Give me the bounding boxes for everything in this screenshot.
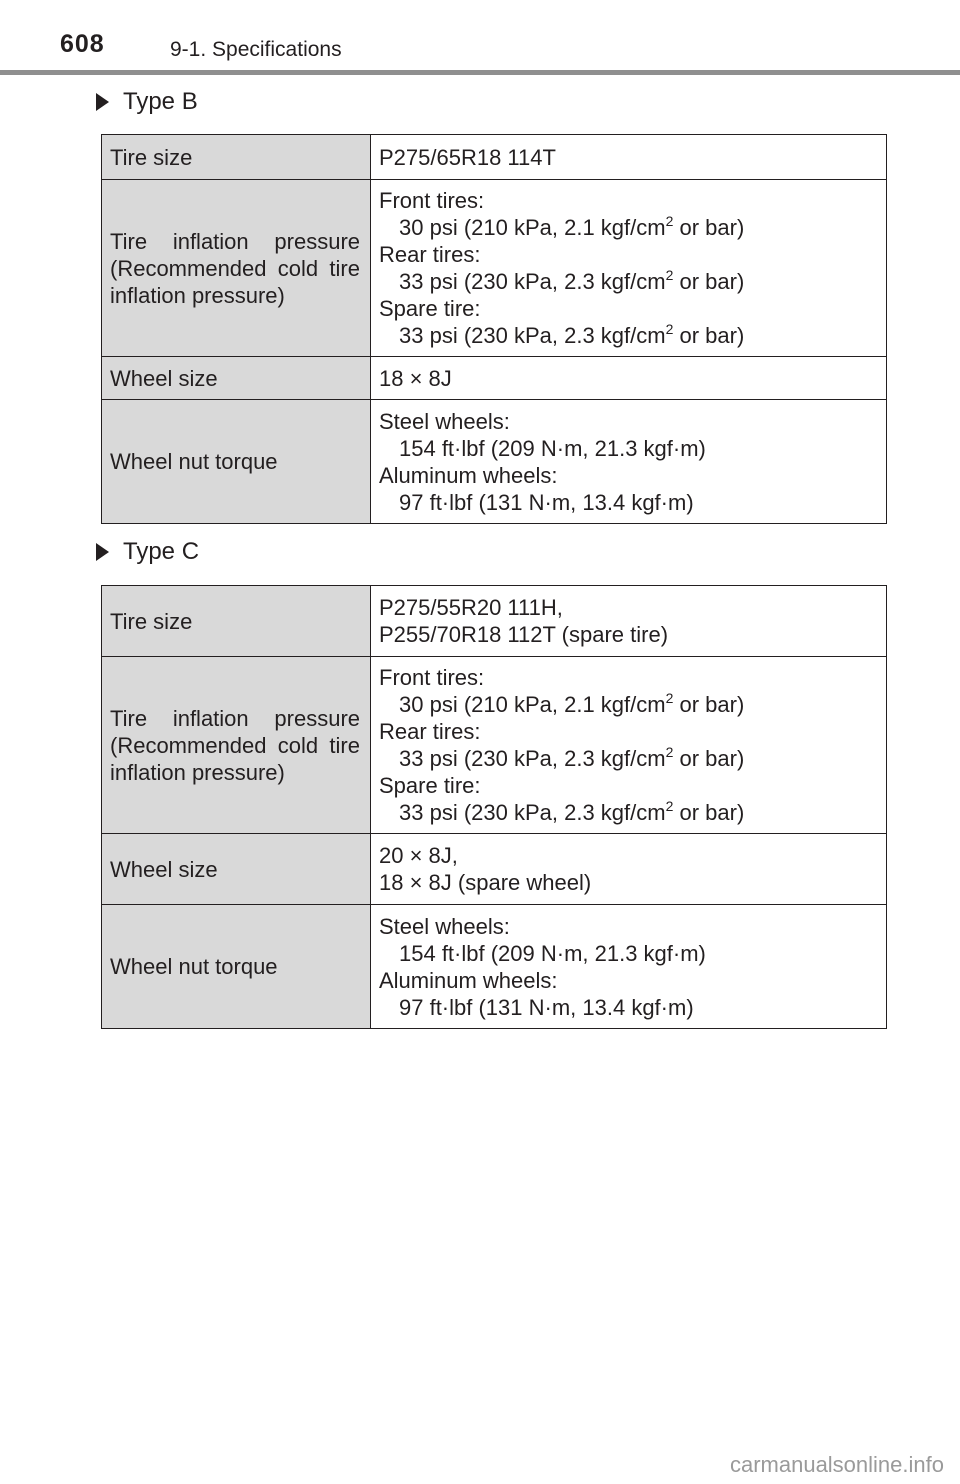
type-c-heading-text: Type C xyxy=(123,538,200,565)
section-title: 9-1. Specifications xyxy=(170,38,342,61)
triangle-arrow-icon xyxy=(96,543,109,561)
page-header xyxy=(0,0,960,78)
front-tires-pressure: 30 psi (210 kPa, 2.1 kgf/$cm^2$ or bar) xyxy=(399,689,745,717)
type-c-spec-table xyxy=(101,585,887,1029)
steel-wheels-label: Steel wheels: xyxy=(379,913,510,939)
rear-tires-pressure: 33 psi (230 kPa, 2.3 kgf/$cm^2$ or bar) xyxy=(399,743,745,771)
front-tires-label: Front tires: xyxy=(379,665,485,690)
table-row xyxy=(102,586,887,657)
wheel-size-label: Wheel size xyxy=(102,357,371,400)
tire-size-label: Tire size xyxy=(102,586,371,657)
header-divider xyxy=(0,70,960,75)
table-row xyxy=(102,135,887,180)
spare-tire-label: Spare tire: xyxy=(379,296,481,321)
type-b-heading-text: Type B xyxy=(123,88,198,115)
rear-tires-label: Rear tires: xyxy=(379,242,481,267)
type-b-spec-table xyxy=(101,134,887,524)
rear-tires-pressure: 33 psi (230 kPa, 2.3 kgf/$cm^2$ or bar) xyxy=(399,266,745,294)
tire-size-value: P275/65R18 114T xyxy=(371,135,887,180)
table-row xyxy=(102,834,887,905)
tire-size-label: Tire size xyxy=(102,135,371,180)
aluminum-wheels-torque: 97 ft·lbf (131 N·m, 13.4 kgf·m) xyxy=(399,489,694,515)
table-row xyxy=(102,400,887,524)
front-tires-label: Front tires: xyxy=(379,188,485,213)
wheel-nut-torque-value xyxy=(371,400,887,524)
type-b-heading xyxy=(96,88,198,116)
wheel-size-value: 18 × 8J xyxy=(371,357,887,400)
table-row xyxy=(102,657,887,834)
page-number: 608 xyxy=(60,30,105,58)
table-row xyxy=(102,357,887,400)
triangle-arrow-icon xyxy=(96,93,109,111)
tire-inflation-label: Tire inflation pressure (Recommended cold tire inflation pressure) xyxy=(102,180,371,357)
watermark: carmanualsonline.info xyxy=(729,1452,944,1477)
steel-wheels-torque: 154 ft·lbf (209 N·m, 21.3 kgf·m) xyxy=(399,435,706,461)
tire-size-value: P275/55R20 111H, P255/70R18 112T (spare tire) xyxy=(371,586,887,657)
front-tires-pressure: 30 psi (210 kPa, 2.1 kgf/$cm^2$ or bar) xyxy=(399,212,745,240)
steel-wheels-torque: 154 ft·lbf (209 N·m, 21.3 kgf·m) xyxy=(399,940,706,966)
aluminum-wheels-label: Aluminum wheels: xyxy=(379,967,558,993)
table-row xyxy=(102,905,887,1029)
aluminum-wheels-label: Aluminum wheels: xyxy=(379,462,558,488)
spare-tire-pressure: 33 psi (230 kPa, 2.3 kgf/$cm^2$ or bar) xyxy=(399,320,745,348)
spare-tire-pressure: 33 psi (230 kPa, 2.3 kgf/$cm^2$ or bar) xyxy=(399,797,745,825)
wheel-size-value: 20 × 8J, 18 × 8J (spare wheel) xyxy=(371,834,887,905)
spare-tire-label: Spare tire: xyxy=(379,773,481,798)
wheel-nut-torque-label: Wheel nut torque xyxy=(102,400,371,524)
table-row xyxy=(102,180,887,357)
aluminum-wheels-torque: 97 ft·lbf (131 N·m, 13.4 kgf·m) xyxy=(399,994,694,1020)
tire-inflation-value xyxy=(371,657,887,834)
rear-tires-label: Rear tires: xyxy=(379,719,481,744)
tire-inflation-value xyxy=(371,180,887,357)
type-c-heading xyxy=(96,538,199,566)
wheel-nut-torque-label: Wheel nut torque xyxy=(102,905,371,1029)
tire-inflation-label: Tire inflation pressure (Recommended cold tire inflation pressure) xyxy=(102,657,371,834)
wheel-size-label: Wheel size xyxy=(102,834,371,905)
wheel-nut-torque-value xyxy=(371,905,887,1029)
steel-wheels-label: Steel wheels: xyxy=(379,408,510,434)
